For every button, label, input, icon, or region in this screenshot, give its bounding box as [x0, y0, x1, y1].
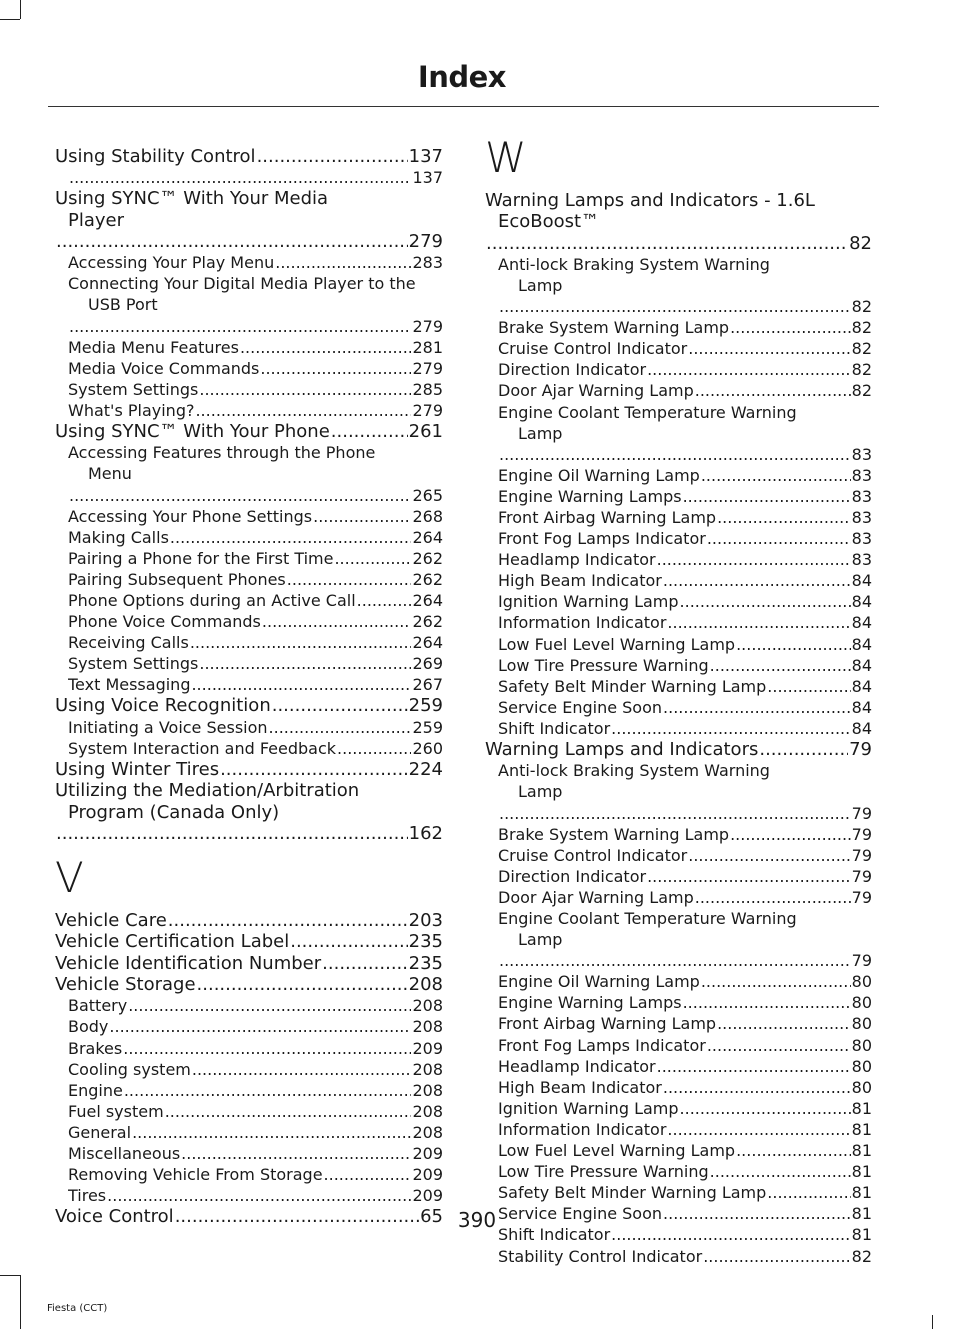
index-entry: [55, 910, 443, 931]
entry-text-continued: Lamp: [518, 423, 563, 443]
index-subentry: [485, 908, 872, 971]
entry-text: Engine Warning Lamps .....: [498, 486, 872, 507]
index-subentry: [485, 655, 872, 676]
entry-text: Media Voice Commands .....: [68, 358, 443, 379]
index-subentry: [55, 400, 443, 421]
entry-text: Tires .....: [68, 1185, 443, 1206]
entry-text: Information Indicator .....: [498, 1119, 872, 1140]
footer-model-label: Fiesta (CCT): [47, 1303, 108, 1314]
entry-page: 224: [408, 758, 443, 780]
entry-text: Low Fuel Level Warning Lamp .....: [498, 634, 872, 655]
index-column-left: [55, 146, 443, 1228]
entry-text: Connecting Your Digital Media Player to the: [68, 274, 416, 294]
entry-page: 84: [851, 592, 872, 612]
entry-page: 79: [851, 866, 872, 886]
index-subentry: [55, 653, 443, 674]
index-subentry: [55, 1143, 443, 1164]
entry-text: Front Fog Lamps Indicator .....: [498, 528, 872, 549]
entry-text: Service Engine Soon .....: [498, 1203, 872, 1224]
entry-page: 262: [412, 548, 443, 568]
entry-text: Shift Indicator .....: [498, 718, 872, 739]
entry-page: 79: [849, 739, 872, 761]
index-subentry: [485, 1119, 872, 1140]
index-subentry: [485, 971, 872, 992]
index-subentry: [485, 845, 872, 866]
entry-page: 82: [851, 318, 872, 338]
entry-text: Safety Belt Minder Warning Lamp .....: [498, 676, 872, 697]
entry-text: Miscellaneous .....: [68, 1143, 443, 1164]
entry-page: 83: [851, 550, 872, 570]
entry-text: Initiating a Voice Session .....: [68, 717, 443, 738]
entry-page: 208: [412, 1059, 443, 1079]
entry-text-continued: EcoBoost™: [498, 211, 600, 233]
entry-label: [498, 254, 872, 317]
entry-text: System Settings .....: [68, 379, 443, 400]
entry-text: System Interaction and Feedback .....: [68, 738, 443, 759]
index-subentry: [55, 1101, 443, 1122]
index-subentry: [485, 528, 872, 549]
entry-page: 84: [851, 718, 872, 738]
entry-page: 80: [851, 993, 872, 1013]
index-subentry: [55, 995, 443, 1016]
entry-text: Engine Coolant Temperature Warning: [498, 402, 797, 422]
entry-text: Using SYNC™ With Your Media: [55, 188, 329, 210]
header-rule: [48, 106, 879, 107]
index-subentry: [485, 570, 872, 591]
entry-text: Accessing Your Phone Settings .....: [68, 506, 443, 527]
entry-page: 81: [851, 1098, 872, 1118]
entry-page: 84: [851, 676, 872, 696]
entry-text: Brake System Warning Lamp .....: [498, 824, 872, 845]
index-subentry: [55, 337, 443, 358]
entry-page: 81: [851, 1183, 872, 1203]
index-subentry: [485, 866, 872, 887]
entry-page: 208: [408, 974, 443, 996]
entry-text: [68, 167, 443, 188]
entry-text-continued: Player: [68, 209, 125, 231]
entry-text: Engine Oil Warning Lamp .....: [498, 465, 872, 486]
entry-text: Direction Indicator .....: [498, 866, 872, 887]
index-entry: [55, 146, 443, 167]
entry-page: 209: [412, 1186, 443, 1206]
index-subentry: [55, 1122, 443, 1143]
entry-text: Engine .....: [68, 1080, 443, 1101]
index-subentry: [55, 358, 443, 379]
index-subentry: [485, 507, 872, 528]
entry-page: 208: [412, 1080, 443, 1100]
index-subentry: [55, 1080, 443, 1101]
index-subentry: [485, 1182, 872, 1203]
entry-page: 79: [851, 951, 872, 971]
entry-text: Using Stability Control .....: [55, 146, 443, 167]
entry-page: 84: [851, 697, 872, 717]
index-subentry: [485, 486, 872, 507]
entry-page: 84: [851, 571, 872, 591]
section-letter: V: [55, 853, 84, 903]
entry-page: 82: [851, 339, 872, 359]
entry-label: [55, 780, 443, 844]
entry-page: 208: [412, 996, 443, 1016]
entry-page: 279: [412, 400, 443, 420]
entry-text: Door Ajar Warning Lamp .....: [498, 380, 872, 401]
entry-text: Safety Belt Minder Warning Lamp .....: [498, 1182, 872, 1203]
entry-page: 209: [412, 1038, 443, 1058]
index-subentry: [485, 1140, 872, 1161]
index-subentry: [55, 252, 443, 273]
entry-page: 79: [851, 887, 872, 907]
entry-page: 285: [412, 379, 443, 399]
entry-page: 208: [412, 1122, 443, 1142]
index-subentry: [485, 402, 872, 465]
entry-page: 269: [412, 654, 443, 674]
entry-page: 83: [851, 486, 872, 506]
entry-text: Voice Control .....: [55, 1206, 443, 1227]
entry-page: 279: [412, 358, 443, 378]
index-subentry: [55, 273, 443, 336]
entry-text: Service Engine Soon .....: [498, 697, 872, 718]
index-entry: [55, 695, 443, 716]
entry-page: 235: [408, 931, 443, 953]
index-subentry: [485, 676, 872, 697]
entry-page: 80: [851, 1077, 872, 1097]
entry-label: [485, 190, 872, 254]
entry-text: Vehicle Storage .....: [55, 974, 443, 995]
index-entry: [55, 931, 443, 952]
index-column-right: [485, 133, 872, 1267]
entry-text: Shift Indicator .....: [498, 1224, 872, 1245]
index-subentry: [485, 591, 872, 612]
entry-text: Phone Voice Commands .....: [68, 611, 443, 632]
entry-label: [498, 760, 872, 823]
index-subentry: [55, 738, 443, 759]
index-entry: [55, 759, 443, 780]
index-subentry: [485, 549, 872, 570]
entry-label: [55, 188, 443, 252]
entry-page: 203: [408, 910, 443, 932]
entry-page: 264: [412, 527, 443, 547]
index-subentry: [485, 254, 872, 317]
index-subentry: [485, 824, 872, 845]
index-subentry: [55, 717, 443, 738]
page-number: 390: [457, 1208, 497, 1232]
entry-text: Battery .....: [68, 995, 443, 1016]
entry-text: Front Fog Lamps Indicator .....: [498, 1035, 872, 1056]
entry-label: [498, 908, 872, 971]
entry-page: 261: [408, 421, 443, 443]
index-subentry: [485, 465, 872, 486]
entry-text: Front Airbag Warning Lamp .....: [498, 507, 872, 528]
entry-page: 259: [412, 717, 443, 737]
entry-text: Warning Lamps and Indicators - 1.6L: [485, 190, 815, 211]
entry-text: Media Menu Features .....: [68, 337, 443, 358]
index-subentry: [485, 338, 872, 359]
index-subentry: [485, 1013, 872, 1034]
section-letter: W: [485, 133, 527, 182]
index-entry: [55, 188, 443, 252]
index-subentry: [485, 992, 872, 1013]
entry-text: Body .....: [68, 1016, 443, 1037]
crop-mark: [0, 1275, 20, 1276]
page-title: Index: [417, 60, 506, 94]
entry-text: Direction Indicator .....: [498, 359, 872, 380]
index-subentry: [485, 317, 872, 338]
entry-page: 259: [408, 695, 443, 717]
crop-mark: [932, 1315, 933, 1329]
entry-text: Information Indicator .....: [498, 612, 872, 633]
entry-text-continued: Menu: [88, 464, 132, 484]
index-subentry: [485, 1077, 872, 1098]
index-subentry: [55, 1059, 443, 1080]
entry-text: Front Airbag Warning Lamp .....: [498, 1013, 872, 1034]
entry-text: Low Tire Pressure Warning .....: [498, 1161, 872, 1182]
entry-text: Cruise Control Indicator .....: [498, 338, 872, 359]
index-subentry: [55, 590, 443, 611]
entry-text: Stability Control Indicator .....: [498, 1246, 872, 1267]
index-subentry: [485, 887, 872, 908]
entry-text: Headlamp Indicator .....: [498, 1056, 872, 1077]
entry-page: 82: [851, 297, 872, 317]
entry-page: 279: [408, 230, 443, 252]
entry-page: 137: [408, 146, 443, 167]
entry-text: High Beam Indicator .....: [498, 570, 872, 591]
entry-text: Door Ajar Warning Lamp .....: [498, 887, 872, 908]
index-subentry: [485, 697, 872, 718]
entry-text: Warning Lamps and Indicators .....: [485, 739, 872, 760]
entry-page: 260: [412, 738, 443, 758]
entry-page: 268: [412, 506, 443, 526]
entry-page: 84: [851, 634, 872, 654]
entry-page: 80: [851, 1035, 872, 1055]
entry-page: 162: [408, 822, 443, 844]
entry-text: Ignition Warning Lamp .....: [498, 1098, 872, 1119]
entry-text: Engine Coolant Temperature Warning: [498, 909, 797, 928]
entry-text: System Settings .....: [68, 653, 443, 674]
index-subentry: [485, 1161, 872, 1182]
entry-text: Anti-lock Braking System Warning: [498, 761, 770, 781]
index-entry: [485, 190, 872, 254]
index-subentry: [485, 718, 872, 739]
entry-page: 137: [412, 168, 443, 188]
index-subentry: [55, 1016, 443, 1037]
entry-text: Using Voice Recognition .....: [55, 695, 443, 716]
index-entry: [485, 739, 872, 760]
entry-text: Receiving Calls .....: [68, 632, 443, 653]
entry-page: 79: [851, 824, 872, 844]
index-subentry: [55, 527, 443, 548]
entry-page: 84: [851, 655, 872, 675]
entry-label: [68, 273, 443, 336]
entry-text: Accessing Your Play Menu .....: [68, 252, 443, 273]
index-entry: [55, 953, 443, 974]
entry-text: Anti-lock Braking System Warning: [498, 254, 770, 274]
entry-text: Vehicle Certification Label .....: [55, 931, 443, 952]
entry-text: Fuel system .....: [68, 1101, 443, 1122]
entry-text: Phone Options during an Active Call .....: [68, 590, 443, 611]
entry-page: 81: [851, 1162, 872, 1182]
index-subentry: [485, 634, 872, 655]
entry-text: Low Tire Pressure Warning .....: [498, 655, 872, 676]
entry-page: 81: [851, 1141, 872, 1161]
entry-page: 208: [412, 1101, 443, 1121]
entry-page: 267: [412, 675, 443, 695]
entry-page: 265: [412, 485, 443, 505]
entry-text: General .....: [68, 1122, 443, 1143]
crop-mark: [20, 0, 21, 19]
index-subentry: [55, 442, 443, 505]
entry-page: 80: [851, 1056, 872, 1076]
index-subentry: [55, 674, 443, 695]
entry-text: Making Calls .....: [68, 527, 443, 548]
crop-mark: [20, 1275, 21, 1329]
entry-text: Brakes .....: [68, 1038, 443, 1059]
index-subentry: [485, 1035, 872, 1056]
crop-mark: [0, 19, 20, 20]
entry-text-continued: Lamp: [518, 930, 563, 950]
entry-text: Engine Oil Warning Lamp .....: [498, 971, 872, 992]
index-subentry: [55, 1038, 443, 1059]
entry-page: 80: [851, 1014, 872, 1034]
entry-page: 83: [851, 465, 872, 485]
index-subentry: [485, 1246, 872, 1267]
entry-label: [498, 402, 872, 465]
entry-page: 82: [849, 232, 872, 254]
index-subentry: [485, 1098, 872, 1119]
index-subentry: [55, 611, 443, 632]
entry-page: 264: [412, 633, 443, 653]
entry-text-continued: Lamp: [518, 275, 563, 295]
entry-page: 81: [851, 1119, 872, 1139]
entry-text: Headlamp Indicator .....: [498, 549, 872, 570]
index-subentry: [485, 760, 872, 823]
index-subentry: [485, 380, 872, 401]
index-subentry: [485, 612, 872, 633]
entry-page: 65: [420, 1206, 443, 1228]
entry-text: Pairing a Phone for the First Time .....: [68, 548, 443, 569]
entry-page: 83: [851, 508, 872, 528]
entry-page: 79: [851, 803, 872, 823]
entry-page: 209: [412, 1143, 443, 1163]
entry-text-continued: Lamp: [518, 782, 563, 802]
index-subentry: [55, 506, 443, 527]
entry-text: What's Playing? .....: [68, 400, 443, 421]
entry-text: High Beam Indicator .....: [498, 1077, 872, 1098]
index-subentry: [55, 632, 443, 653]
entry-page: 209: [412, 1165, 443, 1185]
entry-page: 83: [851, 444, 872, 464]
entry-page: 279: [412, 316, 443, 336]
index-subentry: [55, 379, 443, 400]
entry-page: 82: [851, 1246, 872, 1266]
index-subentry: [55, 569, 443, 590]
entry-page: 83: [851, 529, 872, 549]
entry-text: Vehicle Care .....: [55, 910, 443, 931]
entry-page: 264: [412, 590, 443, 610]
index-entry: [55, 780, 443, 844]
entry-text-continued: USB Port: [88, 295, 158, 315]
index-subentry: [55, 548, 443, 569]
entry-page: 81: [851, 1204, 872, 1224]
entry-page: 235: [408, 952, 443, 974]
entry-page: 82: [851, 360, 872, 380]
entry-text: Cooling system .....: [68, 1059, 443, 1080]
entry-text: Brake System Warning Lamp .....: [498, 317, 872, 338]
entry-text: Cruise Control Indicator .....: [498, 845, 872, 866]
index-subentry: [485, 359, 872, 380]
entry-page: 82: [851, 381, 872, 401]
index-subentry: [55, 1164, 443, 1185]
entry-page: 84: [851, 613, 872, 633]
entry-text: Using SYNC™ With Your Phone .....: [55, 421, 443, 442]
entry-text: Pairing Subsequent Phones .....: [68, 569, 443, 590]
entry-page: 79: [851, 845, 872, 865]
index-entry: [55, 974, 443, 995]
entry-page: 81: [851, 1225, 872, 1245]
entry-page: 80: [851, 972, 872, 992]
entry-text: Accessing Features through the Phone: [68, 443, 376, 463]
entry-label: [68, 442, 443, 505]
index-entry: [55, 421, 443, 442]
entry-page: 208: [412, 1017, 443, 1037]
index-subentry: [55, 167, 443, 188]
entry-text: Low Fuel Level Warning Lamp .....: [498, 1140, 872, 1161]
entry-page: 281: [412, 337, 443, 357]
entry-text: Ignition Warning Lamp .....: [498, 591, 872, 612]
entry-page: 262: [412, 612, 443, 632]
entry-text: Utilizing the Mediation/Arbitration: [55, 780, 360, 802]
entry-text: Vehicle Identification Number .....: [55, 953, 443, 974]
entry-text: Text Messaging .....: [68, 674, 443, 695]
entry-text: Engine Warning Lamps .....: [498, 992, 872, 1013]
index-subentry: [485, 1056, 872, 1077]
entry-text: Using Winter Tires .....: [55, 759, 443, 780]
entry-page: 283: [412, 253, 443, 273]
entry-text-continued: Program (Canada Only): [68, 801, 280, 823]
entry-page: 262: [412, 569, 443, 589]
entry-text: Removing Vehicle From Storage .....: [68, 1164, 443, 1185]
index-subentry: [55, 1185, 443, 1206]
